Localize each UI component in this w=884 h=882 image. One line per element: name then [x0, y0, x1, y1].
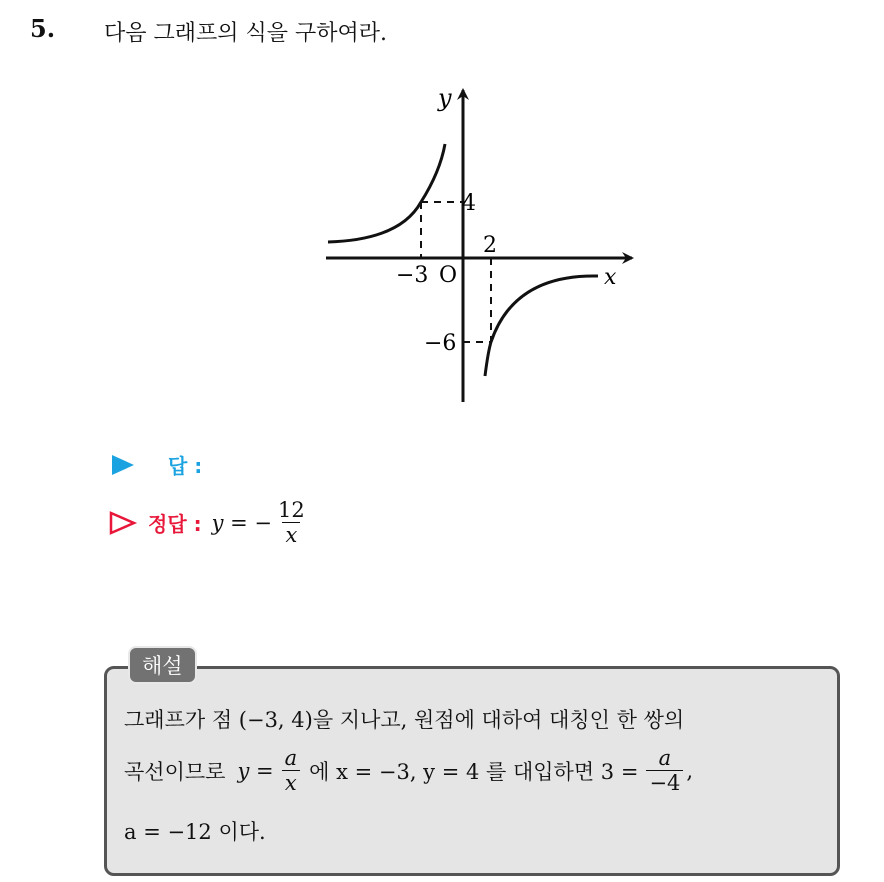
origin-label: O	[439, 263, 458, 288]
fraction-denominator: x	[282, 522, 300, 547]
hyperbola-graph	[300, 84, 640, 406]
explanation-frac2-denominator: −4	[646, 770, 683, 795]
tick-x-2: 2	[483, 233, 497, 258]
fraction-numerator: 12	[278, 498, 305, 522]
explanation-line2-text-b: y =	[237, 758, 274, 783]
explanation-line-1: 그래프가 점 (−3, 4)을 지나고, 원점에 대하여 대칭인 한 쌍의	[124, 708, 685, 732]
explanation-frac2-numerator: a	[658, 746, 672, 770]
question-text: 다음 그래프의 식을 구하여라.	[104, 21, 387, 46]
question-number: 5.	[30, 14, 56, 43]
y-axis-label: y	[438, 84, 452, 112]
explanation-tag: 해설	[128, 646, 197, 684]
explanation-line-2	[124, 746, 693, 795]
explanation-fraction-a-over-x	[282, 746, 301, 795]
explanation-fraction-a-over-neg4	[646, 746, 683, 795]
explanation-frac-numerator: a	[284, 746, 298, 770]
answer-label: 답 :	[168, 454, 203, 478]
correct-formula-lhs: y = −	[211, 510, 273, 535]
outline-triangle-icon	[108, 510, 138, 536]
explanation-line2-text-c: 에 x = −3, y = 4 를 대입하면 3 =	[309, 759, 639, 784]
explanation-line2-text-d: ,	[686, 758, 694, 783]
answer-row	[110, 450, 202, 479]
explanation-line-3: a = −12 이다.	[124, 820, 266, 844]
explanation-frac-denominator: x	[282, 770, 300, 795]
play-triangle-icon	[110, 453, 136, 477]
curve-branch-upper-left	[328, 144, 445, 242]
tick-x-neg3: −3	[396, 263, 429, 288]
explanation-line2-text-a: 곡선이므로	[124, 759, 226, 784]
tick-y-4: 4	[462, 191, 476, 216]
correct-formula	[212, 498, 311, 547]
correct-answer-row	[108, 498, 311, 547]
correct-label: 정답 :	[148, 512, 202, 537]
curve-branch-lower-right	[485, 276, 598, 376]
correct-formula-fraction	[275, 498, 308, 547]
x-axis-label: x	[604, 265, 617, 290]
tick-y-neg6: −6	[424, 331, 457, 356]
